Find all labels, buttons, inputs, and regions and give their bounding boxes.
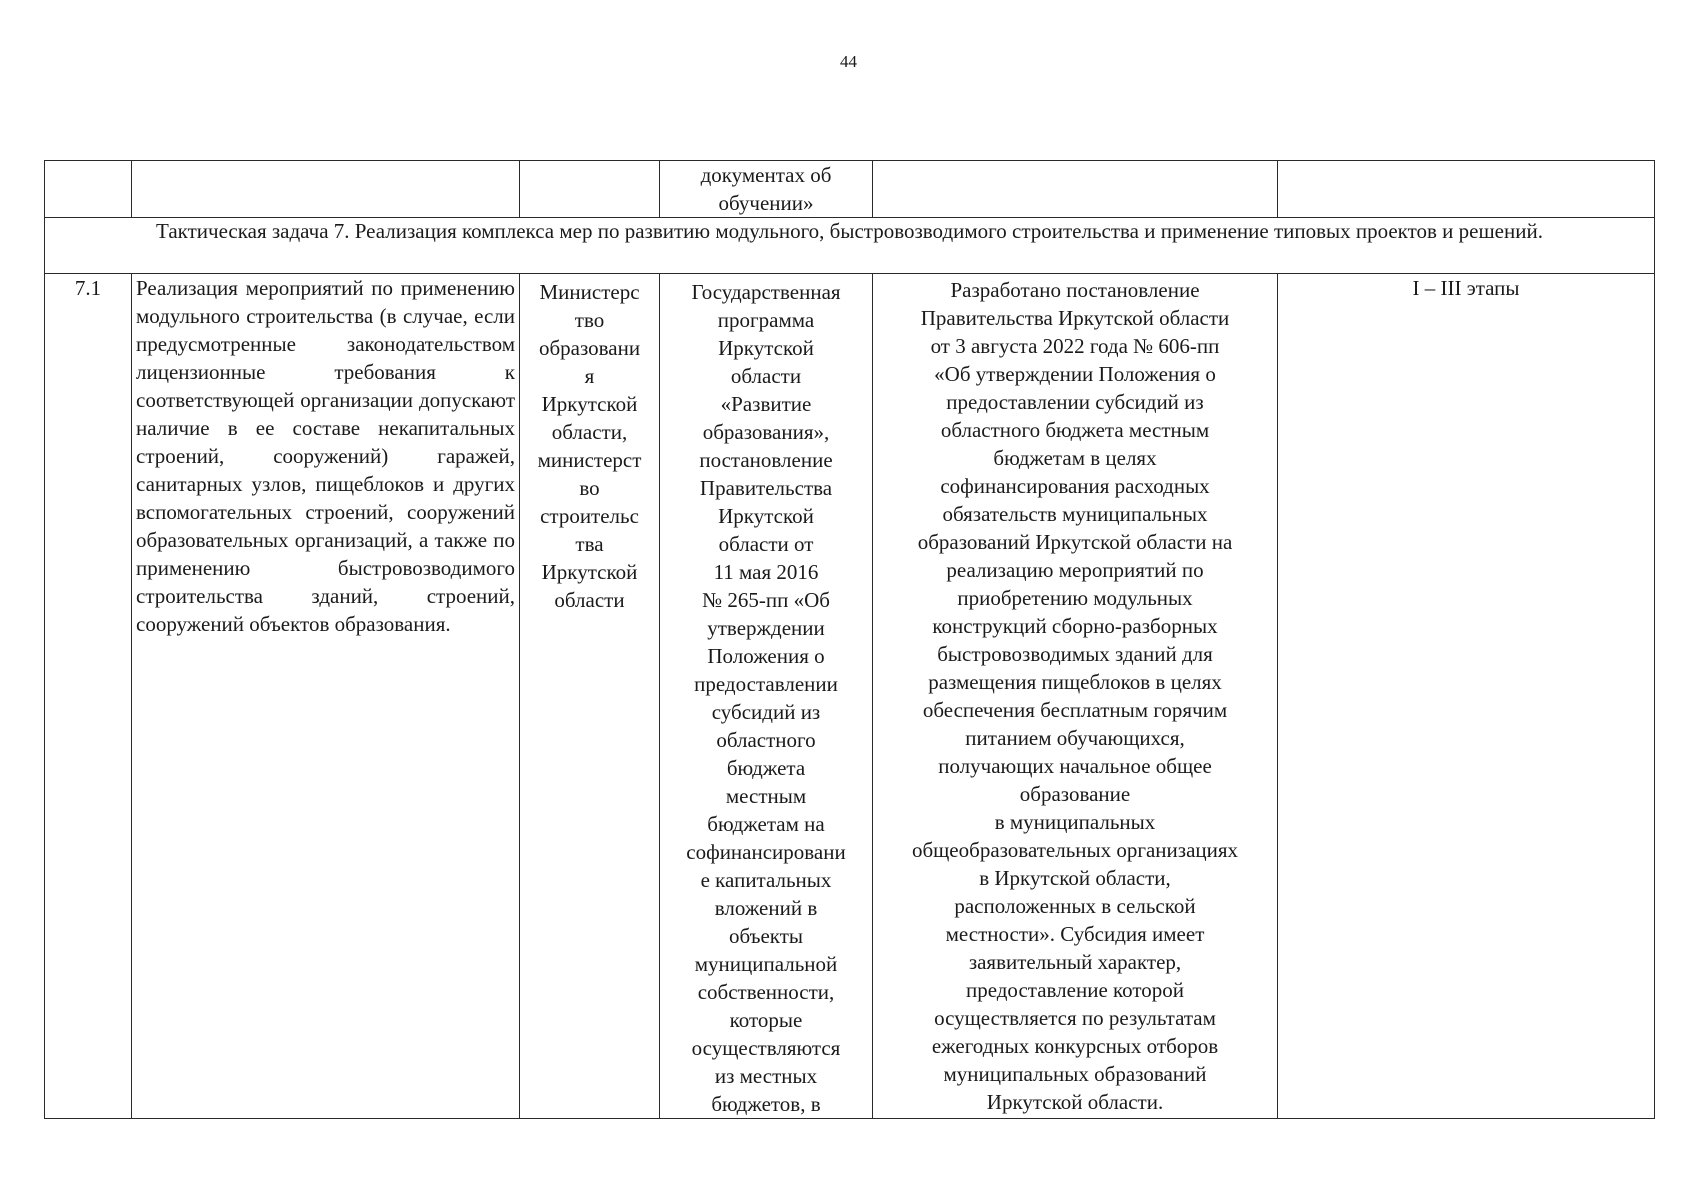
cell-responsible-empty <box>520 161 660 218</box>
measure-description: Реализация мероприятий по применению модульного строительства (в случае, если предусмотренные законодательством лицензионные требования к соответствующей организации допускают наличие в ее составе некапитальных строений, сооружений) гаражей, санитарных узлов, пищеблоков и других вспомогательных строений, сооружений образовательных организаций, а также по применению быстровозводимого строительства зданий, строений, сооружений объектов образования. <box>132 274 520 1119</box>
table-row <box>45 274 1655 1119</box>
expected-result: Разработано постановление Правительства Иркутской области от 3 августа 2022 года № 606-пп «Об утверждении Положения о предоставлении субсидий из областного бюджета местным бюджетам в целях софинансирования расходных обязательств муниципальных образований Иркутской области на реализацию мероприятий по приобретению модульных конструкций сборно-разборных быстровозводимых зданий для размещения пищеблоков в целях обеспечения бесплатным горячим питанием обучающихся, получающих начальное общее образование в муниципальных общеобразовательных организациях в Иркутской области, расположенных в сельской местности». Субсидия имеет заявительный характер, предоставление которой осуществляется по результатам ежегодных конкурсных отборов муниципальных образований Иркутской области. <box>873 274 1278 1119</box>
cell-result-empty <box>873 161 1278 218</box>
implementation-stages: I – III этапы <box>1278 274 1655 1119</box>
cell-stages-empty <box>1278 161 1655 218</box>
continuation-row <box>45 161 1655 218</box>
row-number: 7.1 <box>45 274 132 1119</box>
cell-document-continuation: документах об обучении» <box>660 161 873 218</box>
measures-table <box>44 160 1655 1119</box>
legal-document: Государственная программа Иркутской области «Развитие образования», постановление Правительства Иркутской области от 11 мая 2016 № 265-пп «Об утверждении Положения о предоставлении субсидий из областного бюджета местным бюджетам на софинансировани е капитальных вложений в объекты муниципальной собственности, которые осуществляются из местных бюджетов, в <box>660 274 873 1119</box>
task-row <box>45 218 1655 274</box>
tactical-task-heading: Тактическая задача 7. Реализация комплекса мер по развитию модульного, быстровозводимого строительства и применение типовых проектов и решений. <box>45 218 1655 274</box>
page-number: 44 <box>840 52 857 71</box>
cell-measure-empty <box>132 161 520 218</box>
responsible-executors: Министерс тво образовани я Иркутской области, министерст во строительс тва Иркутской области <box>520 274 660 1119</box>
cell-number-empty <box>45 161 132 218</box>
